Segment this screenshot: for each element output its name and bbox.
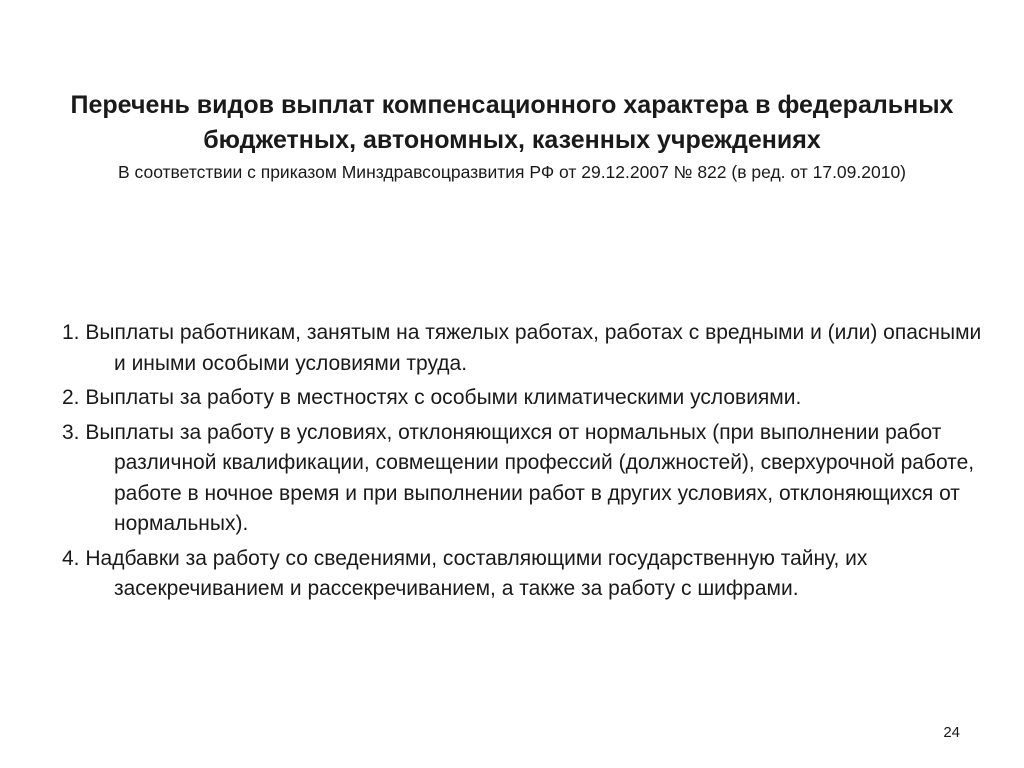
item-text: Выплаты за работу в условиях, отклоняющихся от нормальных (при выполнении работ различной квалификации, совмещении профессий (должностей), сверхурочной работе, работе в ночное время и при выполнении работ в других условиях, отклоняющихся от нормальных). — [85, 420, 975, 535]
item-text: Надбавки за работу со сведениями, составляющими государственную тайну, их засекречиванием и рассекречиванием, а также за работу с шифрами. — [85, 546, 868, 600]
list-item — [62, 544, 982, 605]
list-item — [62, 383, 982, 414]
item-text: Выплаты работникам, занятым на тяжелых работах, работах с вредными и (или) опасными и иными особыми условиями труда. — [85, 321, 982, 375]
page-number: 24 — [943, 724, 960, 741]
compensation-list — [62, 318, 982, 609]
list-item — [62, 318, 982, 379]
item-number: 3. — [62, 420, 80, 444]
slide-title: Перечень видов выплат компенсационного характера в федеральных бюджетных, автономных, казенных учреждениях — [70, 91, 954, 154]
list-item — [62, 418, 982, 540]
title-block — [40, 88, 984, 184]
slide-subtitle: В соответствии с приказом Минздравсоцразвития РФ от 29.12.2007 № 822 (в ред. от 17.09.2010) — [117, 162, 907, 182]
item-text: Выплаты за работу в местностях с особыми климатическими условиями. — [85, 386, 802, 409]
item-number: 1. — [62, 321, 80, 344]
item-number: 4. — [62, 546, 80, 570]
item-number: 2. — [62, 386, 80, 409]
